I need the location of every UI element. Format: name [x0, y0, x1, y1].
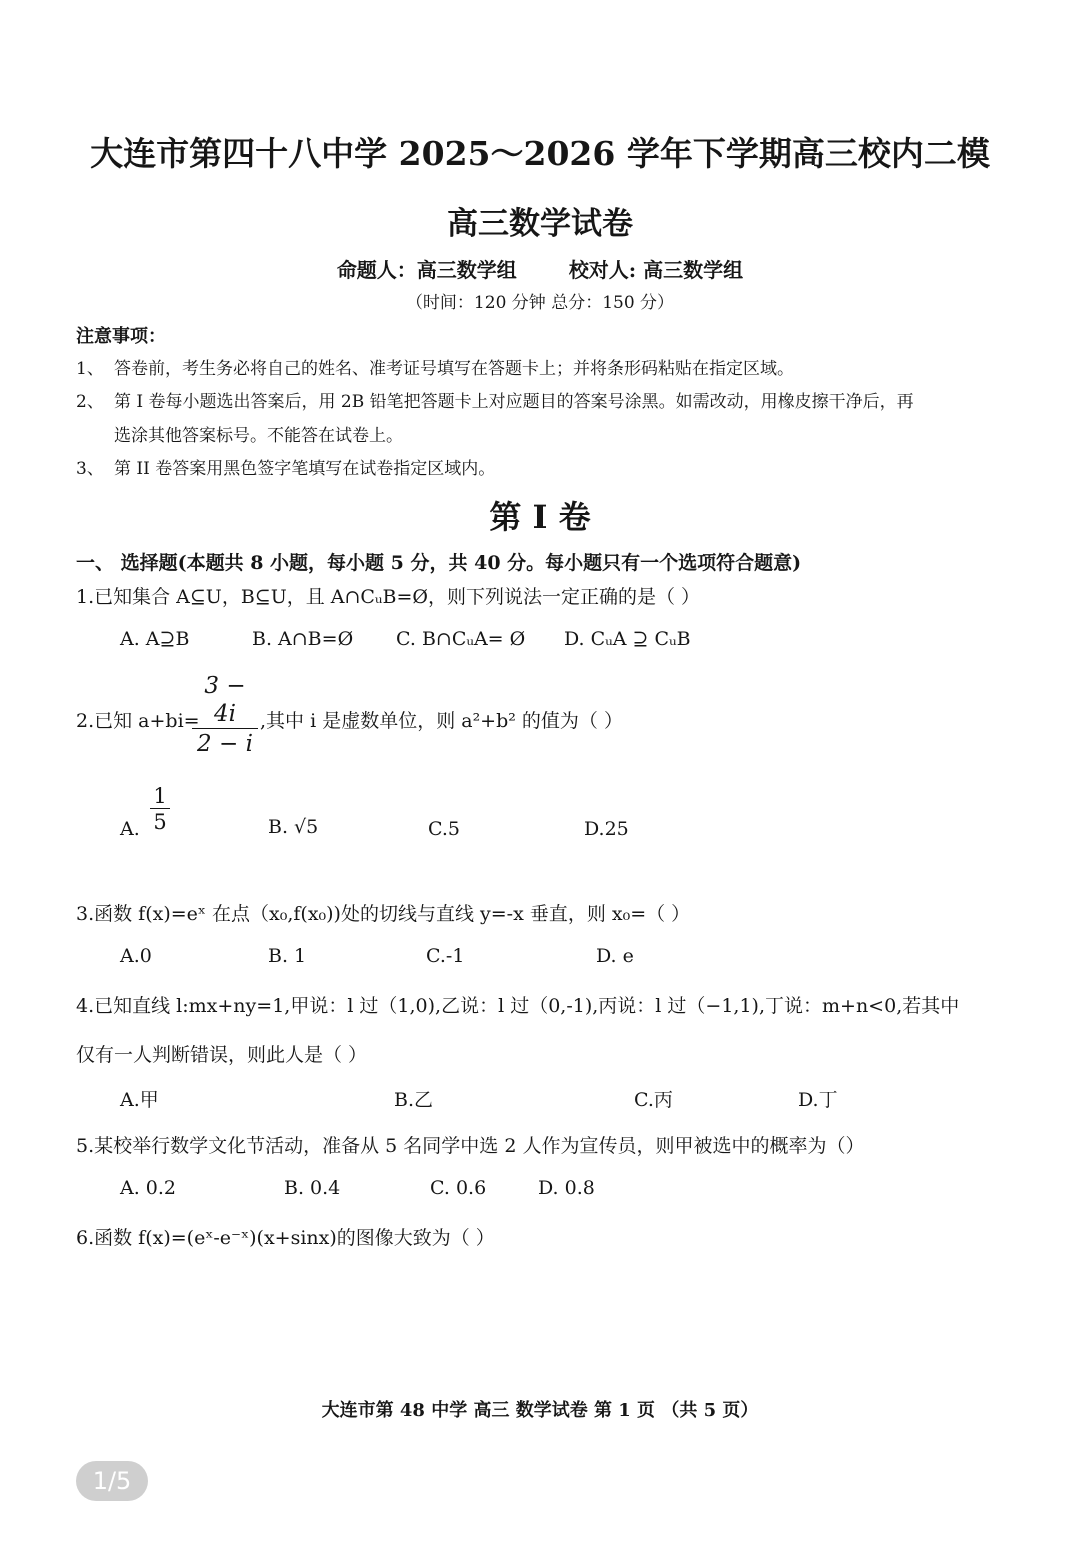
q5-option-d: D. 0.8	[538, 1177, 595, 1199]
exam-subtitle: 高三数学试卷	[447, 206, 633, 242]
note-text: 第 II 卷答案用黑色签字笔填写在试卷指定区域内。	[114, 459, 496, 479]
q2-fraction-numerator: 3 − 4i	[204, 673, 246, 727]
notes-heading: 注意事项：	[76, 326, 166, 347]
q3-option-c: C.-1	[426, 945, 465, 967]
time-info: （时间：120 分钟 总分：150 分）	[405, 293, 675, 313]
page-footer: 大连市第 48 中学 高三 数学试卷 第 1 页 （共 5 页）	[321, 1400, 759, 1421]
q2-option-c: C.5	[428, 818, 460, 840]
reviewer: 校对人: 高三数学组	[568, 258, 744, 282]
q2-option-b: B. √5	[268, 816, 319, 838]
page-indicator[interactable]: 1/5	[76, 1461, 148, 1501]
q4-option-a: A.甲	[120, 1089, 159, 1111]
note-text: 第 I 卷每小题选出答案后，用 2B 铅笔把答题卡上对应题目的答案号涂黑。如需改动，用橡皮擦干净后，再	[114, 392, 914, 412]
q3-option-b: B. 1	[268, 945, 307, 967]
question-2-prefix: 2.已知 a+bi=	[76, 710, 200, 732]
note-text: 答卷前，考生务必将自己的姓名、准考证号填写在答题卡上；并将条形码粘贴在指定区域。	[114, 359, 794, 379]
q5-option-c: C. 0.6	[430, 1177, 487, 1199]
q2-fraction-denominator: 2 − i	[192, 728, 258, 759]
note-number: 2、	[76, 392, 104, 412]
volume-title: 第 I 卷	[489, 498, 591, 536]
exam-title: 大连市第四十八中学 2025～2026 学年下学期高三校内二模	[90, 134, 990, 173]
q2-option-a-fraction	[150, 784, 170, 835]
question-3-stem: 3.函数 f(x)=eˣ 在点（x₀,f(x₀))处的切线与直线 y=-x 垂直，则 x₀=（ ）	[76, 903, 691, 925]
author: 命题人：高三数学组	[336, 258, 517, 282]
note-number: 3、	[76, 459, 104, 479]
q2-option-a-label: A.	[120, 818, 140, 840]
question-4-stem-line1: 4.已知直线 l:mx+ny=1,甲说：l 过（1,0),乙说：l 过（0,-1),丙说：l 过（−1,1),丁说：m+n<0,若其中	[76, 995, 960, 1017]
q2-fraction	[192, 672, 258, 759]
q2-option-a-numerator: 1	[153, 784, 167, 808]
q1-option-c: C. B∩CᵤA= Ø	[396, 628, 526, 650]
question-1-stem: 1.已知集合 A⊆U，B⊆U，且 A∩CᵤB=Ø，则下列说法一定正确的是（ ）	[76, 586, 701, 608]
note-number: 1、	[76, 359, 104, 379]
q1-option-a: A. A⊇B	[120, 628, 190, 650]
q1-option-d: D. CᵤA ⊇ CᵤB	[564, 628, 691, 650]
q2-option-d: D.25	[584, 818, 629, 840]
section-title: 一、 选择题(本题共 8 小题，每小题 5 分，共 40 分。每小题只有一个选项符合题意)	[76, 552, 802, 574]
q3-option-a: A.0	[120, 945, 152, 967]
q2-option-a-denominator: 5	[150, 808, 170, 835]
question-2-suffix: ,其中 i 是虚数单位，则 a²+b² 的值为（ ）	[260, 710, 623, 732]
q4-option-b: B.乙	[394, 1089, 434, 1111]
authors-line	[0, 254, 1080, 283]
question-5-stem: 5.某校举行数学文化节活动，准备从 5 名同学中选 2 人作为宣传员，则甲被选中的概率为（）	[76, 1135, 865, 1157]
q5-option-a: A. 0.2	[120, 1177, 177, 1199]
question-6-stem: 6.函数 f(x)=(eˣ-e⁻ˣ)(x+sinx)的图像大致为（ ）	[76, 1227, 495, 1249]
q3-option-d: D. e	[596, 945, 634, 967]
q4-option-c: C.丙	[634, 1089, 673, 1111]
note-text-continued: 选涂其他答案标号。不能答在试卷上。	[114, 426, 403, 446]
q1-option-b: B. A∩B=Ø	[252, 628, 354, 650]
q5-option-b: B. 0.4	[284, 1177, 341, 1199]
question-4-stem-line2: 仅有一人判断错误，则此人是（ ）	[76, 1044, 368, 1066]
q4-option-d: D.丁	[798, 1089, 838, 1111]
